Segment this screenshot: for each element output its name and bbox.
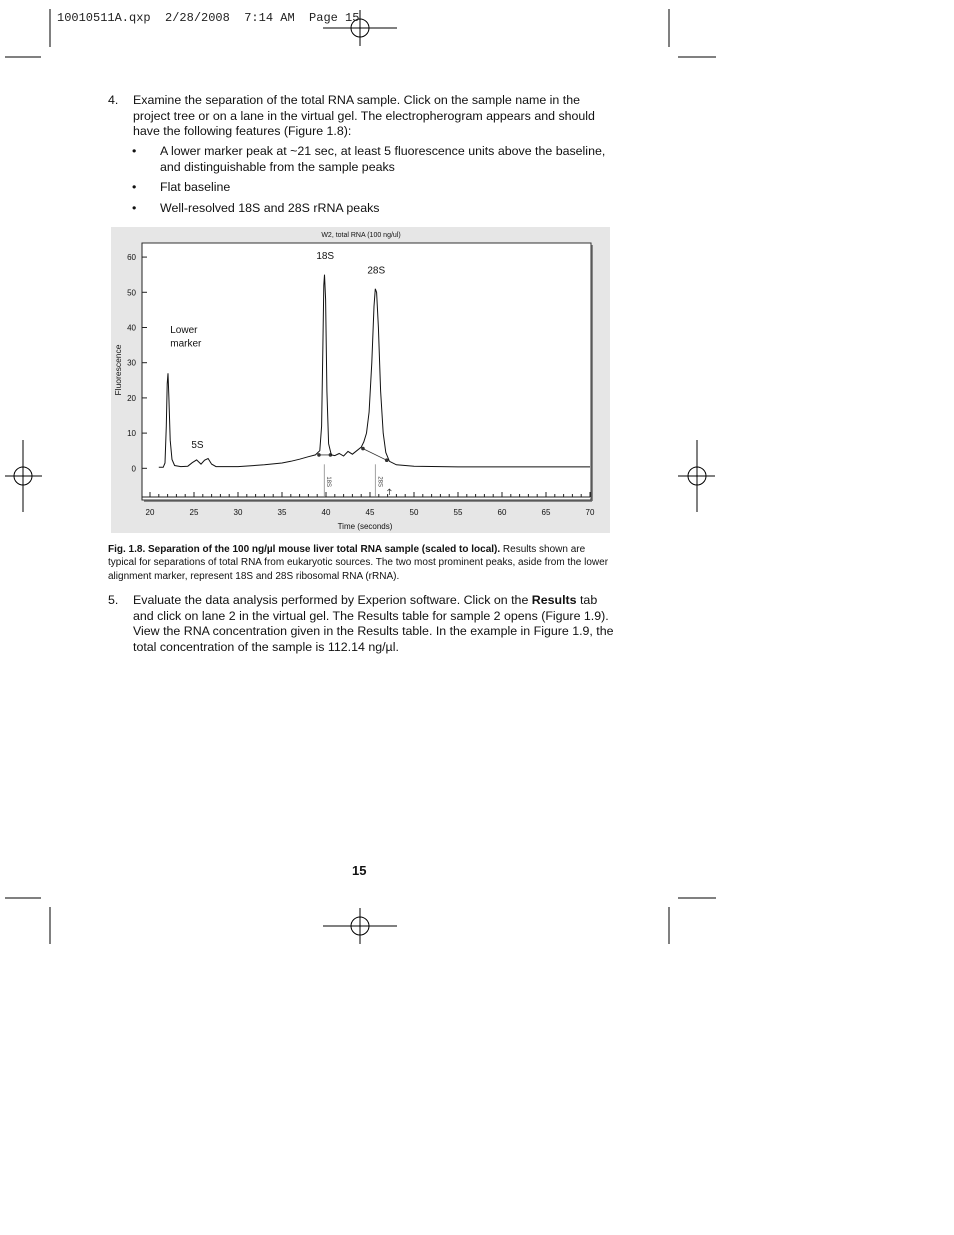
bullet-symbol: • bbox=[132, 201, 137, 215]
y-tick-label: 20 bbox=[127, 393, 136, 403]
y-tick-label: 0 bbox=[131, 464, 136, 474]
peak-annotation: Lower bbox=[170, 324, 198, 336]
step-5-text-after: tab and click on lane 2 in the virtual gel. The Results table for sample 2 opens (Figure 1.9). View the RNA concentration given in the Results table. In the example in Figure 1.9, the total concentration of the sample is 112.14 ng/µl. bbox=[133, 593, 614, 654]
x-tick-label: 70 bbox=[585, 508, 595, 517]
x-tick-label: 35 bbox=[277, 508, 287, 517]
y-tick-label: 50 bbox=[127, 288, 136, 298]
results-tab-label: Results bbox=[531, 593, 577, 607]
peak-boundary-dot bbox=[361, 447, 365, 451]
plot-area bbox=[142, 243, 591, 500]
bullet-symbol: • bbox=[132, 180, 137, 194]
x-axis-label: Time (seconds) bbox=[337, 522, 393, 531]
x-tick-label: 65 bbox=[541, 508, 551, 517]
x-tick-label: 50 bbox=[409, 508, 419, 517]
y-tick-label: 40 bbox=[127, 323, 136, 333]
electropherogram-figure bbox=[111, 227, 610, 533]
x-tick-label: 60 bbox=[497, 508, 507, 517]
x-tick-label: 45 bbox=[365, 508, 375, 517]
x-tick-label: 25 bbox=[189, 508, 199, 517]
bullet-text: Well-resolved 18S and 28S rRNA peaks bbox=[160, 201, 380, 215]
bullet-text: Flat baseline bbox=[160, 180, 231, 194]
file-slug-line: 10010511A.qxp 2/28/2008 7:14 AM Page 15 bbox=[57, 11, 360, 25]
step-5-text-before: Evaluate the data analysis performed by Experion software. Click on the bbox=[133, 593, 532, 607]
peak-annotation: 28S bbox=[367, 265, 386, 277]
x-tick-label: 20 bbox=[145, 508, 155, 517]
peak-annotation: 5S bbox=[191, 439, 204, 451]
page-number: 15 bbox=[352, 863, 367, 878]
y-tick-label: 30 bbox=[127, 358, 136, 368]
y-axis-label: Fluorescence bbox=[113, 344, 123, 396]
x-tick-label: 55 bbox=[453, 508, 463, 517]
electropherogram-chart bbox=[111, 227, 610, 533]
step-5-number: 5. bbox=[108, 593, 119, 607]
bullet-symbol: • bbox=[132, 144, 137, 158]
x-tick-label: 30 bbox=[233, 508, 243, 517]
y-tick-label: 60 bbox=[127, 253, 136, 263]
integration-marker-label: 28S bbox=[376, 476, 383, 488]
step-4-number: 4. bbox=[108, 93, 119, 107]
integration-marker-label: 18S bbox=[325, 476, 332, 488]
peak-annotation: 18S bbox=[316, 250, 335, 262]
peak-annotation: marker bbox=[170, 338, 202, 350]
x-tick-label: 40 bbox=[321, 508, 331, 517]
step-5-text bbox=[133, 593, 615, 655]
chart-title: W2, total RNA (100 ng/ul) bbox=[321, 232, 401, 239]
step-4-text: Examine the separation of the total RNA sample. Click on the sample name in the project tree or on a lane in the virtual gel. The electropherogram appears and should have the following features (Figure 1.8): bbox=[133, 93, 595, 138]
figure-caption bbox=[108, 543, 613, 583]
bullet-text: A lower marker peak at ~21 sec, at least 5 fluorescence units above the baseline, and distinguishable from the sample peaks bbox=[160, 144, 606, 174]
caption-text: Results shown are typical for separations of total RNA from eukaryotic sources. The two most prominent peaks, aside from the lower alignment marker, represent 18S and 28S ribosomal RNA (rRNA). bbox=[108, 544, 609, 582]
peak-boundary-dot bbox=[317, 453, 321, 457]
caption-label: Fig. 1.8. Separation of the 100 ng/µl mouse liver total RNA sample (scaled to local). bbox=[108, 544, 501, 555]
y-tick-label: 10 bbox=[127, 429, 136, 439]
